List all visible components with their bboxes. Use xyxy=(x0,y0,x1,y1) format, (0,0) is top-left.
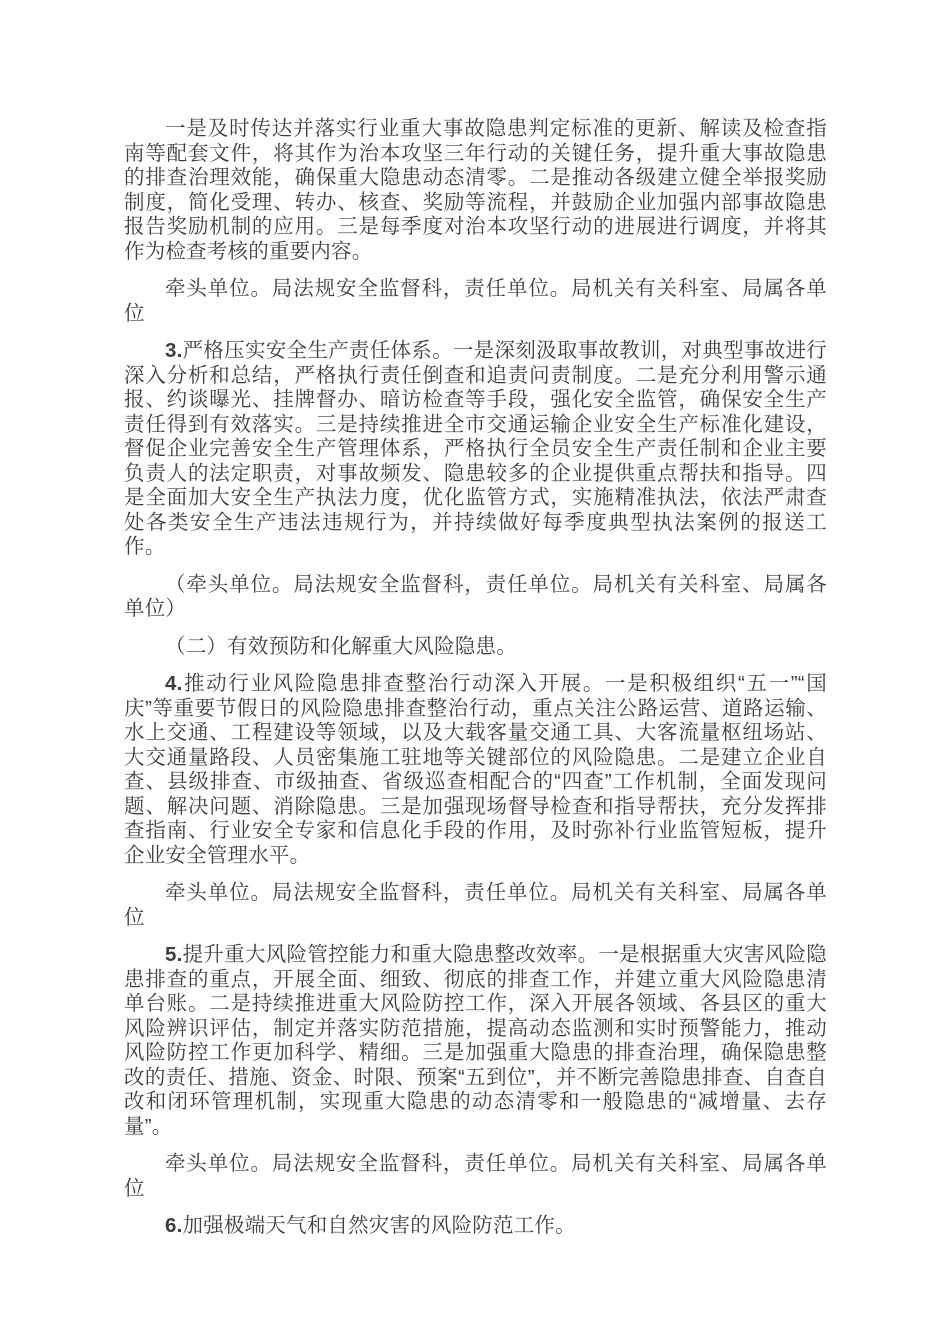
paragraph xyxy=(124,339,827,560)
paragraph-text: （牵头单位。局法规安全监督科，责任单位。局机关有关科室、局属各单位） xyxy=(124,572,827,620)
paragraph xyxy=(124,117,827,264)
paragraph-text: 牵头单位。局法规安全监督科，责任单位。局机关有关科室、局属各单位 xyxy=(124,1152,827,1200)
section-heading xyxy=(124,635,827,660)
paragraph-text: 严格压实安全生产责任体系。一是深刻汲取事故教训，对典型事故进行深入分析和总结，严格执行责任倒查和追责问责制度。二是充分利用警示通报、约谈曝光、挂牌督办、暗访检查等手段，强化安全监管，确保安全生产责任得到有效落实。三是持续推进全市交通运输企业安全生产标准化建设，督促企业完善安全生产管理体系，严格执行全员安全生产责任制和企业主要负责人的法定职责，对事故频发、隐患较多的企业提供重点帮扶和指导。四是全面加大安全生产执法力度，优化监管方式，实施精准执法，依法严肃查处各类安全生产违法违规行为，并持续做好每季度典型执法案例的报送工作。 xyxy=(124,339,827,558)
paragraph-number: 3. xyxy=(165,339,183,362)
paragraph-text: 一是及时传达并落实行业重大事故隐患判定标准的更新、解读及检查指南等配套文件，将其作为治本攻坚三年行动的关键任务，提升重大事故隐患的排查治理效能，确保重大隐患动态清零。二是推动各级建立健全举报奖励制度，简化受理、转办、核查、奖励等流程，并鼓励企业加强内部事故隐患报告奖励机制的应用。三是每季度对治本攻坚行动的进展进行调度，并将其作为检查考核的重要内容。 xyxy=(124,117,827,263)
paragraph-text: （二）有效预防和化解重大风险隐患。 xyxy=(165,634,517,658)
paragraph xyxy=(124,943,827,1139)
paragraph xyxy=(124,1214,827,1239)
paragraph-text: 推动行业风险隐患排查整治行动深入开展。一是积极组织“五一”“国庆”等重要节假日的风险隐患排查整治行动，重点关注公路运营、道路运输、水上交通、工程建设等领域，以及大载客量交通工具、大客流量枢纽场站、大交通量路段、人员密集施工驻地等关键部位的风险隐患。二是建立企业自查、县级排查、市级抽查、省级巡查相配合的“四查”工作机制，全面发现问题、解决问题、消除隐患。三是加强现场督导检查和指导帮扶，充分发挥排查指南、行业安全专家和信息化手段的作用，及时弥补行业监管短板，提升企业安全管理水平。 xyxy=(124,672,827,867)
unit-line xyxy=(124,277,827,326)
paragraph-text: 提升重大风险管控能力和重大隐患整改效率。一是根据重大灾害风险隐患排查的重点，开展全面、细致、彻底的排查工作，并建立重大风险隐患清单台账。二是持续推进重大风险防控工作，深入开展各领域、各县区的重大风险辨识评估，制定并落实防范措施，提高动态监测和实时预警能力，推动风险防控工作更加科学、精细。三是加强重大隐患的排查治理，确保隐患整改的责任、措施、资金、时限、预案“五到位”，并不断完善隐患排查、自查自改和闭环管理机制，实现重大隐患的动态清零和一般隐患的“减增量、去存量”。 xyxy=(124,943,827,1138)
paragraph-number: 5. xyxy=(165,943,183,966)
unit-line xyxy=(124,573,827,622)
paragraph-text: 加强极端天气和自然灾害的风险防范工作。 xyxy=(182,1214,576,1237)
document-body xyxy=(124,117,827,1239)
paragraph-text: 牵头单位。局法规安全监督科，责任单位。局机关有关科室、局属各单位 xyxy=(124,881,827,929)
paragraph-number: 6. xyxy=(165,1214,183,1237)
paragraph xyxy=(124,672,827,868)
paragraph-number: 4. xyxy=(165,672,183,695)
unit-line xyxy=(124,1152,827,1201)
unit-line xyxy=(124,881,827,930)
paragraph-text: 牵头单位。局法规安全监督科，责任单位。局机关有关科室、局属各单位 xyxy=(124,277,827,325)
